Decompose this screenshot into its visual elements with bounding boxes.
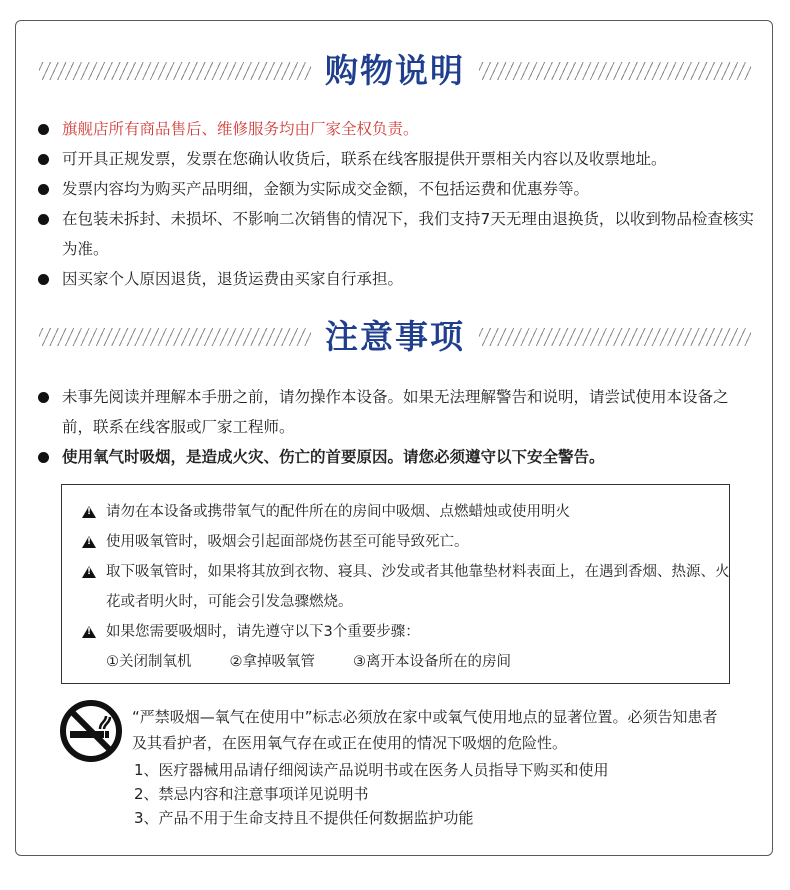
warning-text: 取下吸氧管时，如果将其放到衣物、寝具、沙发或者其他靠垫材料表面上，在遇到香烟、热源、火花或者明火时，可能会引发急骤燃烧。 bbox=[106, 564, 730, 610]
shopping-item: 因买家个人原因退货，退货运费由买家自行承担。 bbox=[38, 264, 758, 294]
note-item: 1、医疗器械用品请仔细阅读产品说明书或在医务人员指导下购买和使用 bbox=[134, 761, 609, 779]
shopping-item: 可开具正规发票，发票在您确认收货后，联系在线客服提供开票相关内容以及收票地址。 bbox=[38, 144, 758, 174]
warning-text: 如果您需要吸烟时，请先遵守以下3个重要步骤： bbox=[106, 624, 420, 640]
hatch-left-decoration bbox=[39, 62, 311, 80]
notice-header bbox=[16, 312, 774, 362]
no-smoking-notice: “严禁吸烟—氧气在使用中”标志必须放在家中或氧气使用地点的显著位置。必须告知患者及其看护者，在医用氧气存在或正在使用的情况下吸烟的危险性。 bbox=[132, 708, 718, 752]
notice-item: 使用氧气时吸烟，是造成火灾、伤亡的首要原因。请您必须遵守以下安全警告。 bbox=[38, 442, 758, 472]
notice-item: 未事先阅读并理解本手册之前，请勿操作本设备。如果无法理解警告和说明，请尝试使用本设备之前，联系在线客服或厂家工程师。 bbox=[38, 382, 758, 442]
note-item: 2、禁忌内容和注意事项详见说明书 bbox=[134, 785, 369, 803]
shopping-item: 旗舰店所有商品售后、维修服务均由厂家全权负责。 bbox=[38, 114, 758, 144]
warning-triangle-icon bbox=[82, 566, 96, 578]
notice-list bbox=[38, 382, 758, 472]
hatch-right-decoration bbox=[479, 62, 751, 80]
no-smoking-icon bbox=[60, 700, 122, 762]
warning-triangle-icon bbox=[82, 506, 96, 518]
warning-item bbox=[82, 527, 736, 557]
notice-title: 注意事项 bbox=[325, 317, 465, 356]
warning-item bbox=[82, 497, 736, 527]
hatch-right-decoration bbox=[479, 328, 751, 346]
shopping-header bbox=[16, 46, 774, 96]
note-item: 3、产品不用于生命支持且不提供任何数据监护功能 bbox=[134, 809, 474, 827]
warning-text: 使用吸氧管时，吸烟会引起面部烧伤甚至可能导致死亡。 bbox=[106, 534, 469, 550]
step-item: ①关闭制氧机 bbox=[106, 654, 192, 670]
warning-triangle-icon bbox=[82, 536, 96, 548]
warning-item bbox=[82, 557, 736, 617]
shopping-item: 在包装未拆封、未损坏、不影响二次销售的情况下，我们支持7天无理由退换货，以收到物品检查核实为准。 bbox=[38, 204, 758, 264]
hatch-left-decoration bbox=[39, 328, 311, 346]
warning-text: 请勿在本设备或携带氧气的配件所在的房间中吸烟、点燃蜡烛或使用明火 bbox=[106, 504, 570, 520]
warning-item bbox=[82, 617, 736, 647]
footer-notes bbox=[134, 758, 609, 830]
warning-triangle-icon bbox=[82, 626, 96, 638]
warning-box bbox=[61, 484, 730, 684]
step-item: ②拿掉吸氧管 bbox=[229, 654, 315, 670]
steps-row bbox=[82, 647, 729, 677]
shopping-list bbox=[38, 114, 758, 294]
step-item: ③离开本设备所在的房间 bbox=[353, 654, 511, 670]
shopping-title: 购物说明 bbox=[325, 51, 465, 90]
shopping-item: 发票内容均为购买产品明细，金额为实际成交金额，不包括运费和优惠券等。 bbox=[38, 174, 758, 204]
